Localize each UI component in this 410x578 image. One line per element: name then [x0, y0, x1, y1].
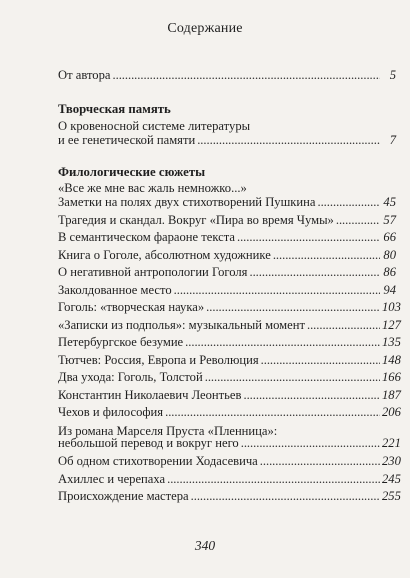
toc-entry-page: 255: [382, 489, 401, 503]
toc-entry-page: 5: [389, 68, 396, 82]
toc-leader-dots: [165, 405, 380, 420]
toc-entry-title: Два ухода: Гоголь, Толстой: [58, 370, 203, 384]
toc-entry-page: 148: [382, 352, 401, 367]
toc-entry: [58, 298, 401, 315]
toc-entry-title: Книга о Гоголе, абсолютном художнике: [58, 247, 271, 262]
toc-entry-title: Константин Николаевич Леонтьев: [58, 387, 242, 402]
toc-entry-page: 221: [382, 435, 401, 450]
toc-entry-title: Гоголь: «творческая наука»: [58, 300, 205, 314]
toc-leader-dots: [205, 370, 380, 385]
toc-entry-page: 187: [382, 387, 401, 402]
toc-entry: [58, 386, 401, 403]
toc-leader-dots: [336, 213, 380, 228]
toc-leader-dots: [113, 68, 381, 83]
toc-entry: [58, 263, 396, 280]
section-heading: Филологические сюжеты: [58, 165, 206, 179]
toc-entry-title: Происхождение мастера: [58, 489, 189, 503]
toc-leader-dots: [241, 436, 380, 451]
toc-entry-title: Об одном стихотворении Ходасевича: [58, 454, 258, 468]
toc-group-title: «Все же мне вас жаль немножко...»: [58, 181, 247, 195]
toc-entry: [58, 351, 401, 368]
toc-entry-title: Трагедия и скандал. Вокруг «Пира во время Чумы»: [58, 212, 334, 227]
toc-entry: [58, 66, 396, 83]
toc-entry: [58, 368, 401, 385]
toc-entry: [58, 211, 396, 228]
toc-entry: [58, 403, 401, 420]
toc-entry-page: 127: [382, 317, 401, 332]
toc-entry-title: Заметки на полях двух стихотворений Пушкина: [58, 195, 316, 209]
toc-entry: [58, 316, 401, 333]
toc-leader-dots: [197, 133, 380, 148]
toc-leader-dots: [260, 454, 380, 469]
toc-leader-dots: [185, 335, 380, 350]
toc-entry-page: 7: [389, 133, 396, 147]
toc-entry-title: «Записки из подполья»: музыкальный момент: [58, 317, 305, 332]
toc-entry-page: 66: [383, 230, 396, 244]
toc-entry: [58, 246, 396, 263]
toc-entry: [58, 131, 396, 148]
toc-entry-page: 80: [383, 247, 396, 262]
toc-entry-title: В семантическом фараоне текста: [58, 230, 235, 244]
toc-leader-dots: [206, 300, 380, 315]
toc-leader-dots: [249, 265, 380, 280]
toc-entry-page: 94: [383, 282, 396, 297]
toc-leader-dots: [174, 283, 380, 298]
toc-entry: [58, 487, 401, 504]
toc-entry-page: 45: [383, 195, 396, 209]
toc-leader-dots: [273, 248, 380, 263]
toc-leader-dots: [191, 489, 380, 504]
toc-leader-dots: [243, 388, 380, 403]
page-title: Содержание: [167, 21, 243, 36]
toc-entry-title-line1: Из романа Марселя Пруста «Пленница»:: [58, 423, 278, 438]
toc-entry-title: Чехов и философия: [58, 405, 164, 419]
toc-entry-title: О негативной антропологии Гоголя: [58, 265, 248, 279]
toc-entry: [58, 470, 401, 487]
toc-entry: [58, 193, 396, 210]
toc-entry-title-line2: небольшой перевод и вокруг него: [58, 435, 239, 450]
toc-entry: [58, 228, 396, 245]
toc-entry-title: Ахиллес и черепаха: [58, 471, 166, 486]
toc-entry-page: 103: [382, 300, 401, 314]
page-number: 340: [194, 538, 216, 553]
toc-entry-title-line1: О кровеносной системе литературы: [58, 119, 251, 133]
toc-entry: [58, 333, 401, 350]
toc-entry-page: 206: [382, 405, 401, 419]
toc-entry: [58, 452, 401, 469]
toc-entry-title: Заколдованное место: [58, 282, 172, 297]
toc-entry-page: 135: [382, 335, 401, 349]
toc-entry-page: 166: [382, 370, 401, 384]
toc-entry-page: 86: [383, 265, 396, 279]
section-heading: Творческая память: [58, 102, 171, 116]
toc-entry-title: Тютчев: Россия, Европа и Революция: [58, 352, 259, 367]
toc-entry-page: 245: [382, 471, 401, 486]
toc-entry-page: 57: [383, 212, 396, 227]
toc-leader-dots: [307, 318, 380, 333]
toc-entry-title: От автора: [58, 68, 111, 82]
toc-leader-dots: [317, 195, 380, 210]
toc-entry-title: Петербургское безумие: [58, 335, 184, 349]
toc-entry: [58, 434, 401, 451]
toc-leader-dots: [237, 230, 380, 245]
toc-leader-dots: [167, 472, 380, 487]
toc-entry-page: 230: [382, 454, 401, 468]
toc-entry-title-line2: и ее генетической памяти: [58, 133, 196, 147]
toc-entry: [58, 281, 396, 298]
toc-leader-dots: [261, 353, 380, 368]
